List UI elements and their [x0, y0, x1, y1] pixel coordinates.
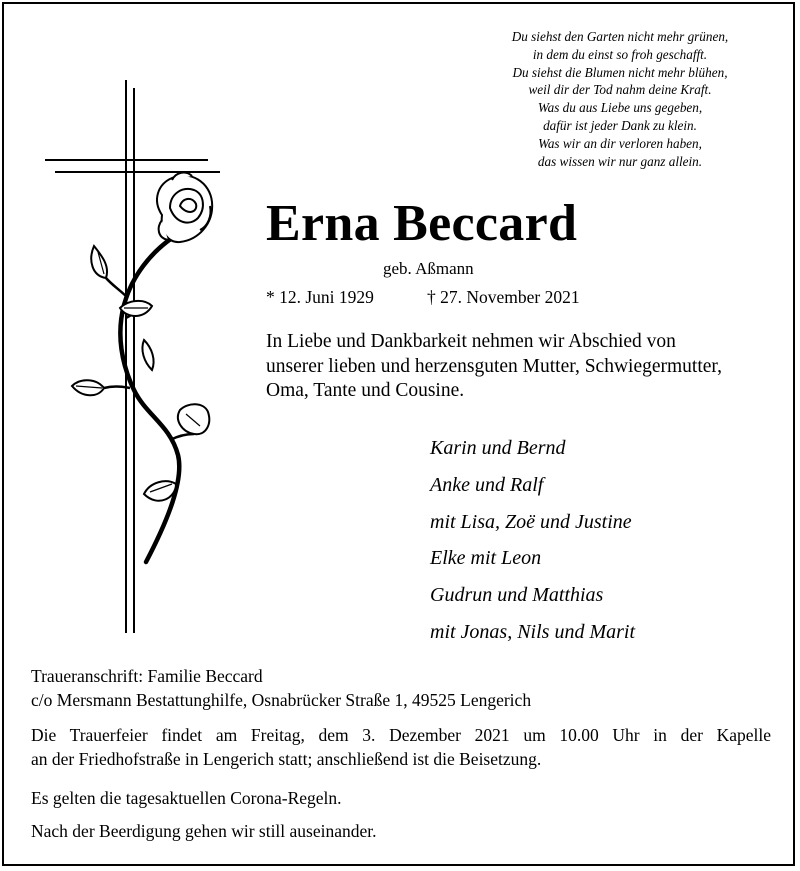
death-date: † 27. November 2021 — [427, 287, 580, 307]
farewell-text — [266, 330, 786, 404]
ceremony-info — [31, 723, 771, 771]
mourner-line: mit Lisa, Zoë und Justine — [430, 510, 632, 533]
mourner-line: Gudrun und Matthias — [430, 584, 604, 607]
birth-name: geb. Aßmann — [383, 259, 474, 278]
mourning-address — [31, 664, 531, 712]
poem-line: Was wir an dir verloren haben, — [538, 135, 702, 151]
farewell-line: In Liebe und Dankbarkeit nehmen wir Abschied von — [266, 331, 676, 352]
poem-line: in dem du einst so froh geschafft. — [532, 46, 708, 62]
life-dates — [266, 286, 580, 308]
closing-note: Nach der Beerdigung gehen wir still auseinander. — [31, 821, 377, 841]
address-line: c/o Mersmann Bestattunghilfe, Osnabrücker Straße 1, 49525 Lengerich — [31, 690, 532, 710]
mourners-list — [430, 430, 635, 651]
mourner-line: Karin und Bernd — [430, 437, 566, 459]
mourner-line: Anke und Ralf — [430, 473, 544, 496]
poem-line: weil dir der Tod nahm deine Kraft. — [528, 82, 712, 98]
poem-line: dafür ist jeder Dank zu klein. — [543, 117, 697, 133]
poem-line: das wissen wir nur ganz allein. — [537, 153, 703, 169]
rose-icon — [72, 173, 212, 562]
cross-icon — [45, 80, 220, 633]
farewell-line: unserer lieben und herzensguten Mutter, Schwiegermutter, — [266, 355, 722, 377]
mourner-line: mit Jonas, Nils und Marit — [430, 620, 636, 643]
cross-with-rose-illustration — [40, 80, 230, 640]
address-line: Traueranschrift: Familie Beccard — [31, 666, 263, 686]
poem-line: Was du aus Liebe uns gegeben, — [537, 100, 703, 116]
corona-note: Es gelten die tagesaktuellen Corona-Regeln. — [31, 788, 342, 808]
deceased-name: Erna Beccard — [266, 195, 578, 252]
poem-line: Du siehst die Blumen nicht mehr blühen, — [512, 64, 728, 80]
ceremony-line: Die Trauerfeier findet am Freitag, dem 3. Dezember 2021 um 10.00 Uhr in der Kapelle — [31, 725, 771, 745]
farewell-line: Oma, Tante und Cousine. — [266, 380, 465, 401]
mourner-line: Elke mit Leon — [430, 547, 542, 570]
poem-line: Du siehst den Garten nicht mehr grünen, — [511, 29, 729, 44]
poem — [470, 28, 770, 170]
birth-date: * 12. Juni 1929 — [266, 287, 374, 307]
ceremony-line: an der Friedhofstraße in Lengerich statt; anschließend ist die Beisetzung. — [31, 749, 542, 769]
